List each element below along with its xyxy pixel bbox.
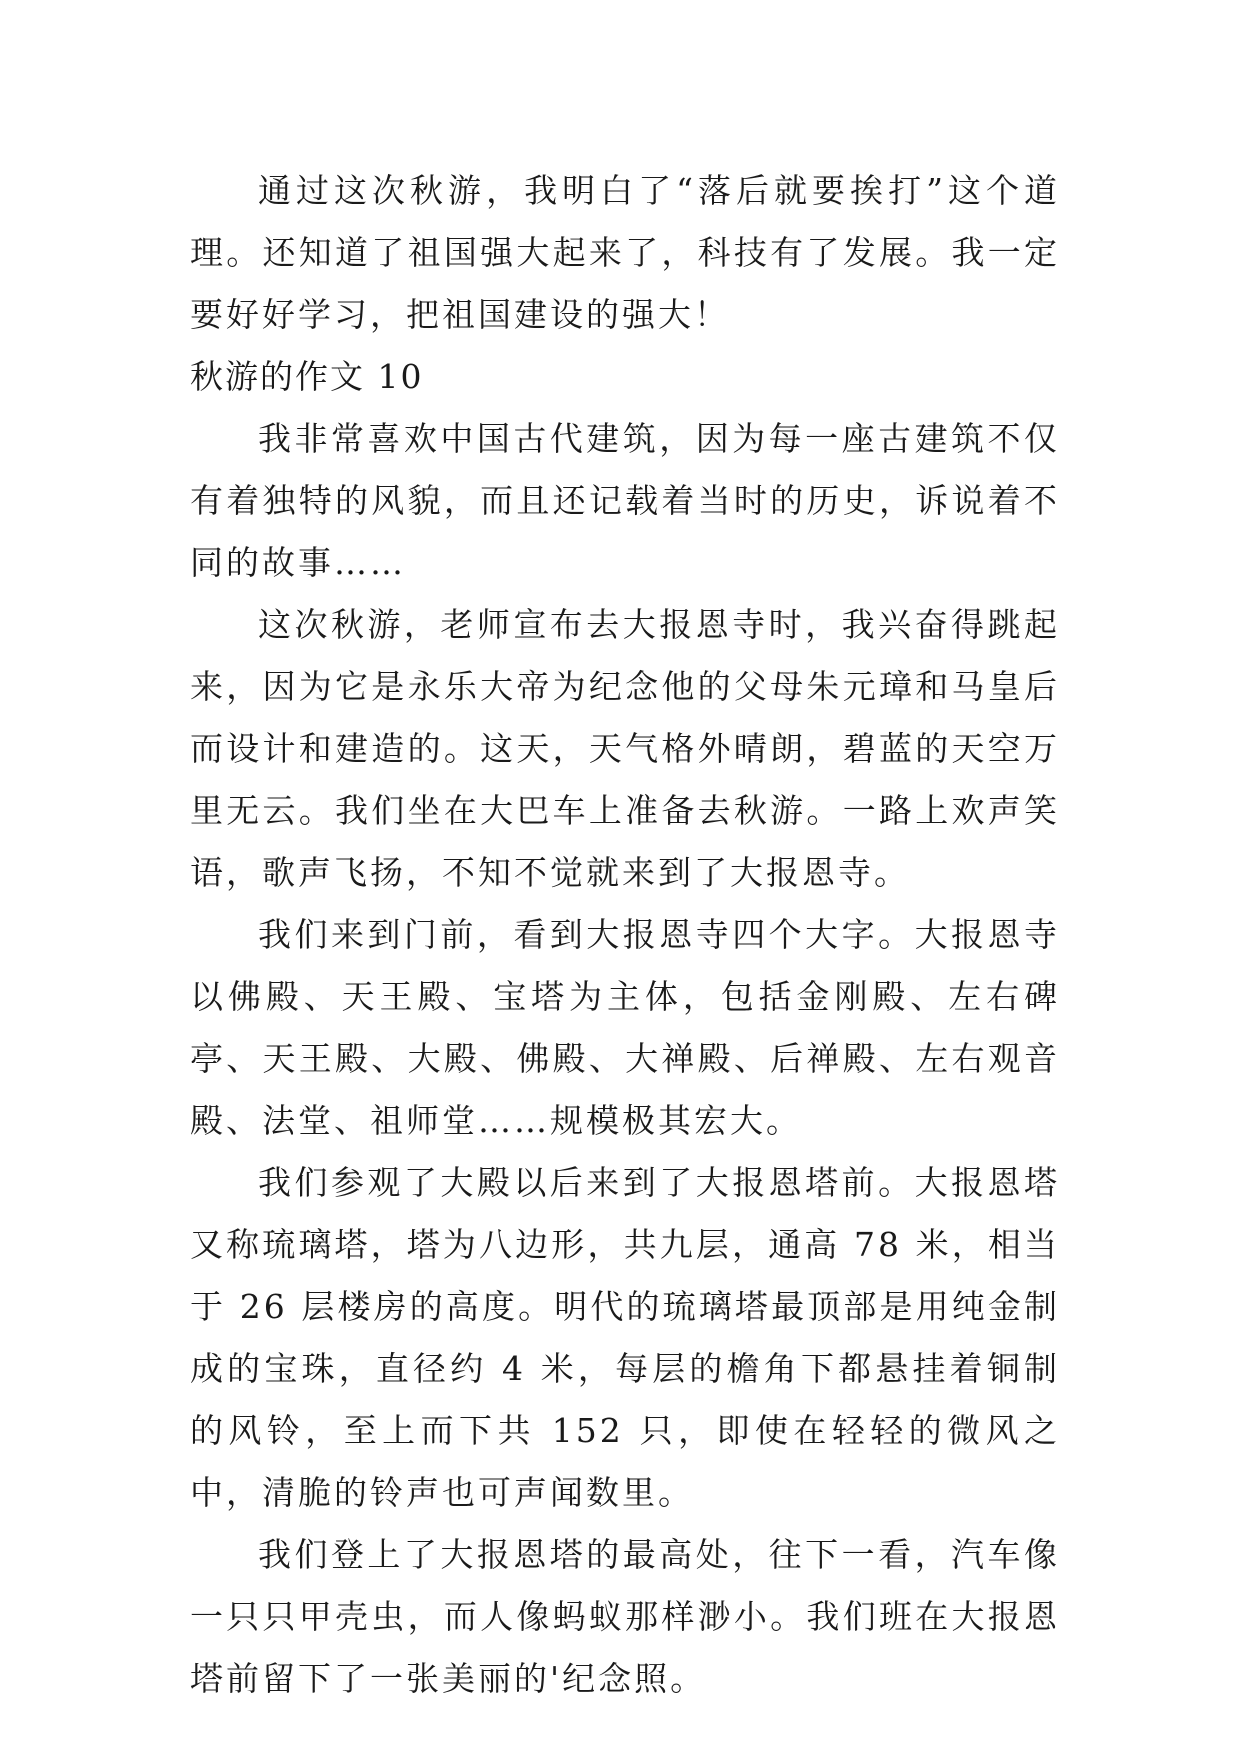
paragraph: 我们参观了大殿以后来到了大报恩塔前。大报恩塔又称琉璃塔，塔为八边形，共九层，通高 78 米，相当于 26 层楼房的高度。明代的琉璃塔最顶部是用纯金制成的宝珠，直径约 4 米，每层的檐角下都悬挂着铜制的风铃，至上而下共 152 只，即使在轻轻的微风之中，清脆的铃声也可声闻数里。 xyxy=(190,1163,1060,1512)
paragraph: 我们来到门前，看到大报恩寺四个大字。大报恩寺以佛殿、天王殿、宝塔为主体，包括金刚殿、左右碑亭、天王殿、大殿、佛殿、大禅殿、后禅殿、左右观音殿、法堂、祖师堂……规模极其宏大。 xyxy=(190,915,1060,1140)
document-body xyxy=(190,160,1060,1710)
paragraph: 这次秋游，老师宣布去大报恩寺时，我兴奋得跳起来，因为它是永乐大帝为纪念他的父母朱元璋和马皇后而设计和建造的。这天，天气格外晴朗，碧蓝的天空万里无云。我们坐在大巴车上准备去秋游。一路上欢声笑语，歌声飞扬，不知不觉就来到了大报恩寺。 xyxy=(190,605,1060,892)
paragraph: 通过这次秋游，我明白了“落后就要挨打”这个道理。还知道了祖国强大起来了，科技有了发展。我一定要好好学习，把祖国建设的强大！ xyxy=(190,171,1060,334)
section-heading: 秋游的作文 10 xyxy=(190,357,424,396)
paragraph: 我非常喜欢中国古代建筑，因为每一座古建筑不仅有着独特的风貌，而且还记载着当时的历史，诉说着不同的故事…… xyxy=(190,419,1060,582)
paragraph: 我们登上了大报恩塔的最高处，往下一看，汽车像一只只甲壳虫，而人像蚂蚁那样渺小。我们班在大报恩塔前留下了一张美丽的'纪念照。 xyxy=(190,1535,1060,1698)
